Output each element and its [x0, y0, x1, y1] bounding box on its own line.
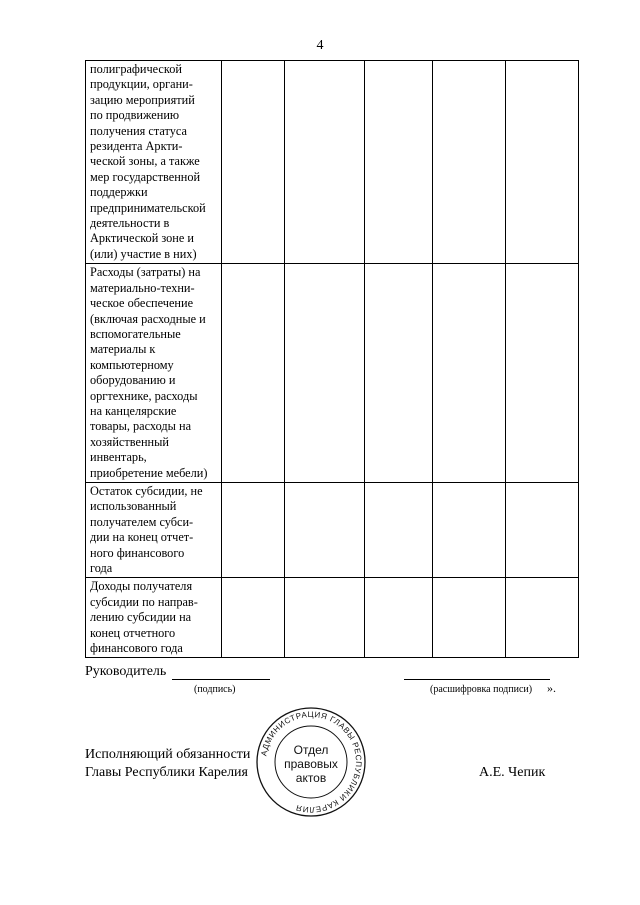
signer-name: А.Е. Чепик [479, 765, 546, 780]
table-cell [365, 264, 433, 483]
table-cell [365, 61, 433, 264]
table-cell [433, 61, 506, 264]
table-cell [222, 264, 285, 483]
svg-text:актов: актов [295, 771, 327, 785]
table-cell [222, 578, 285, 658]
table-row [86, 578, 579, 658]
decoding-line [404, 679, 550, 680]
signature-caption: (подпись) [194, 684, 236, 695]
signature-line [172, 679, 270, 680]
table-cell [433, 482, 506, 577]
head-label: Руководитель [85, 664, 167, 679]
table-row [86, 61, 579, 264]
table-cell [506, 578, 579, 658]
table-row [86, 482, 579, 577]
svg-text:АДМИНИСТРАЦИЯ ГЛАВЫ РЕСПУБЛИКИ: АДМИНИСТРАЦИЯ ГЛАВЫ РЕСПУБЛИКИ КАРЕЛИЯ [259, 709, 364, 815]
page-number: 4 [316, 38, 324, 53]
decoding-caption: (расшифровка подписи) [430, 684, 533, 695]
row-label: полиграфической продукции, органи- зацию мероприятий по продвижению получения статуса резидента Аркти- ческой зоны, а также мер государственной поддержки предпринимательской деятельности в Арктической зоне и (или) участие в них) [86, 61, 222, 264]
acting-title-line2: Главы Республики Карелия [85, 765, 248, 780]
table-cell [433, 578, 506, 658]
table-cell [506, 264, 579, 483]
table-cell [285, 482, 365, 577]
table-cell [433, 264, 506, 483]
seal-stamp [255, 702, 367, 822]
table-cell [285, 578, 365, 658]
table-cell [285, 264, 365, 483]
acting-title-line1: Исполняющий обязанности [85, 747, 251, 762]
report-table [85, 60, 579, 658]
table-row [86, 264, 579, 483]
row-label: Остаток субсидии, не использованный получателем субси- дии на конец отчет- ного финансового года [86, 482, 222, 577]
table-cell [285, 61, 365, 264]
closing-mark: ». [547, 681, 556, 695]
table-cell [365, 578, 433, 658]
svg-text:Отдел: Отдел [293, 743, 329, 757]
table-cell [506, 482, 579, 577]
svg-text:правовых: правовых [284, 757, 338, 771]
table-cell [365, 482, 433, 577]
row-label: Доходы получателя субсидии по направ- лению субсидии на конец отчетного финансового года [86, 578, 222, 658]
table-cell [222, 482, 285, 577]
table-cell [506, 61, 579, 264]
table-cell [222, 61, 285, 264]
row-label: Расходы (затраты) на материально-техни- ческое обеспечение (включая расходные и вспомогательные материалы к компьютерному оборудованию и оргтехнике, расходы на канцелярские товары, расходы на хозяйственный инвентарь, приобретение мебели) [86, 264, 222, 483]
